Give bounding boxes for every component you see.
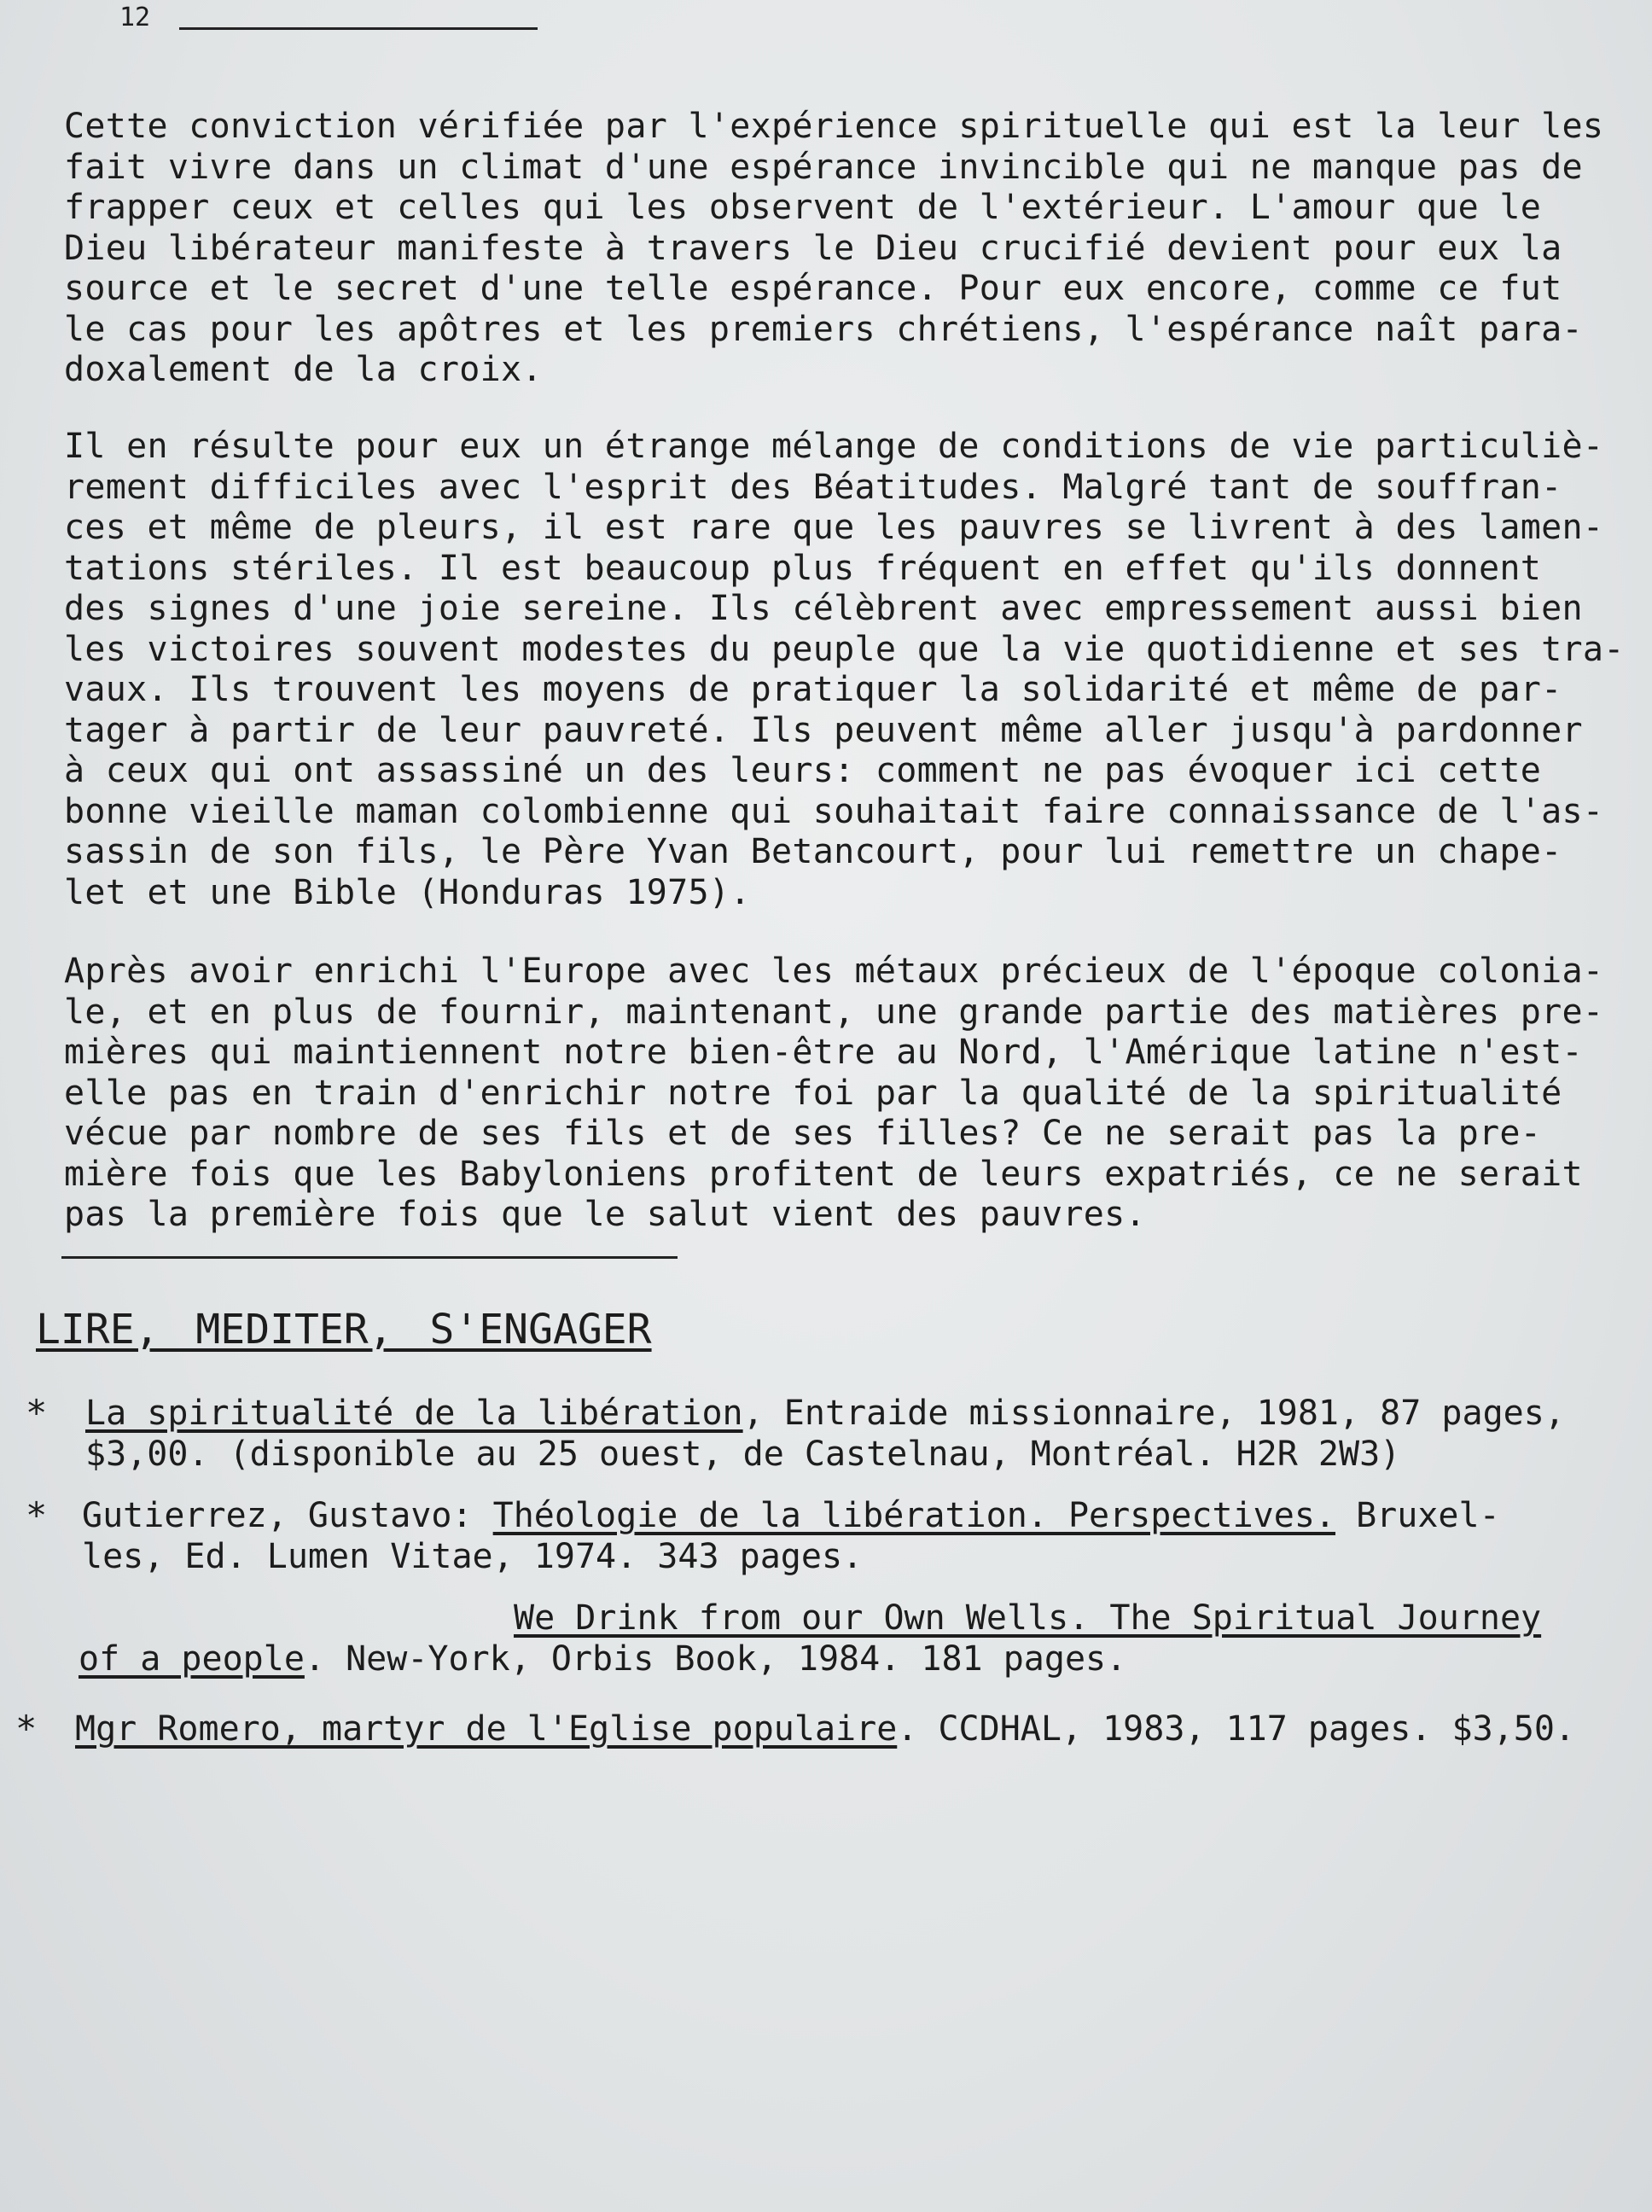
text-line: sassin de son fils, le Père Yvan Betancourt, pour lui remettre un chape-	[64, 832, 1562, 871]
page-header	[119, 5, 546, 31]
bullet-marker: *	[15, 1708, 38, 1749]
text-line: Dieu libérateur manifeste à travers le Dieu crucifié devient pour eux la	[64, 228, 1562, 268]
book-title: Mgr Romero, martyr de l'Eglise populaire	[75, 1709, 898, 1749]
text-line: des signes d'une joie sereine. Ils célèbrent avec empressement aussi bien	[64, 589, 1583, 628]
entry-details: , Entraide missionnaire, 1981, 87 pages,	[742, 1394, 1565, 1433]
header-rule	[179, 27, 538, 30]
text-line: vaux. Ils trouvent les moyens de pratiquer la solidarité et même de par-	[64, 670, 1562, 709]
book-title: Théologie de la libération. Perspectives.	[492, 1496, 1336, 1535]
text-line: frapper ceux et celles qui les observent de l'extérieur. L'amour que le	[64, 188, 1542, 227]
entry-line	[79, 1639, 1541, 1679]
entry-line: les, Ed. Lumen Vitae, 1974. 343 pages.	[82, 1537, 864, 1576]
page-number: 12	[119, 3, 151, 32]
entry-details: . New-York, Orbis Book, 1984. 181 pages.	[304, 1639, 1127, 1679]
entry-line: $3,00. (disponible au 25 ouest, de Castelnau, Montréal. H2R 2W3)	[85, 1435, 1401, 1474]
text-line: let et une Bible (Honduras 1975).	[64, 872, 751, 912]
bibliography-entry-1	[85, 1393, 1565, 1475]
text-line: elle pas en train d'enrichir notre foi par la qualité de la spiritualité	[64, 1073, 1562, 1113]
book-title: of a people	[79, 1639, 305, 1679]
text-line: vécue par nombre de ses fils et de ses filles? Ce ne serait pas la pre-	[64, 1114, 1542, 1153]
text-line: tager à partir de leur pauvreté. Ils peuvent même aller jusqu'à pardonner	[64, 710, 1583, 750]
text-line: Cette conviction vérifiée par l'expérience spirituelle qui est la leur les	[64, 107, 1604, 146]
entry-line	[79, 1598, 1541, 1639]
section-divider	[61, 1256, 678, 1259]
book-title: La spiritualité de la libération	[85, 1394, 743, 1433]
entry-line	[82, 1495, 1500, 1536]
text-line: tations stériles. Il est beaucoup plus fréquent en effet qu'ils donnent	[64, 548, 1542, 588]
text-line: mières qui maintiennent notre bien-être au Nord, l'Amérique latine n'est-	[64, 1033, 1583, 1072]
bullet-marker: *	[26, 1494, 48, 1536]
paragraph-2	[64, 427, 1625, 913]
entry-line	[75, 1708, 1575, 1749]
text-line: pas la première fois que le salut vient des pauvres.	[64, 1195, 1146, 1234]
section-title: LIRE, MEDITER, S'ENGAGER	[36, 1306, 652, 1353]
text-line: le cas pour les apôtres et les premiers chrétiens, l'espérance naît para-	[64, 309, 1583, 349]
text-line: le, et en plus de fournir, maintenant, une grande partie des matières pre-	[64, 992, 1604, 1032]
paragraph-1	[64, 107, 1604, 391]
text-line: à ceux qui ont assassiné un des leurs: comment ne pas évoquer ici cette	[64, 751, 1542, 790]
entry-details: Bruxel-	[1335, 1496, 1500, 1535]
text-line: doxalement de la croix.	[64, 350, 543, 389]
bibliography-entry-2	[82, 1495, 1500, 1577]
text-line: rement difficiles avec l'esprit des Béatitudes. Malgré tant de souffran-	[64, 467, 1562, 507]
text-line: les victoires souvent modestes du peuple que la vie quotidienne et ses tra-	[64, 629, 1625, 669]
entry-line	[85, 1393, 1565, 1434]
bibliography-entry-4	[75, 1708, 1575, 1749]
bibliography-entry-3	[79, 1598, 1541, 1679]
paragraph-3	[64, 952, 1604, 1236]
entry-author: Gutierrez, Gustavo:	[82, 1496, 493, 1535]
text-line: Il en résulte pour eux un étrange mélange de conditions de vie particuliè-	[64, 427, 1604, 466]
text-line: source et le secret d'une telle espérance. Pour eux encore, comme ce fut	[64, 269, 1562, 308]
bullet-marker: *	[26, 1392, 48, 1434]
text-line: bonne vieille maman colombienne qui souhaitait faire connaissance de l'as-	[64, 791, 1604, 831]
book-title: We Drink from our Own Wells. The Spiritual Journey	[514, 1598, 1542, 1638]
text-line: fait vivre dans un climat d'une espérance invincible qui ne manque pas de	[64, 147, 1583, 187]
text-line: ces et même de pleurs, il est rare que les pauvres se livrent à des lamen-	[64, 508, 1604, 547]
text-line: mière fois que les Babyloniens profitent de leurs expatriés, ce ne serait	[64, 1154, 1583, 1194]
entry-details: . CCDHAL, 1983, 117 pages. $3,50.	[897, 1709, 1575, 1749]
text-line: Après avoir enrichi l'Europe avec les métaux précieux de l'époque colonia-	[64, 952, 1604, 991]
